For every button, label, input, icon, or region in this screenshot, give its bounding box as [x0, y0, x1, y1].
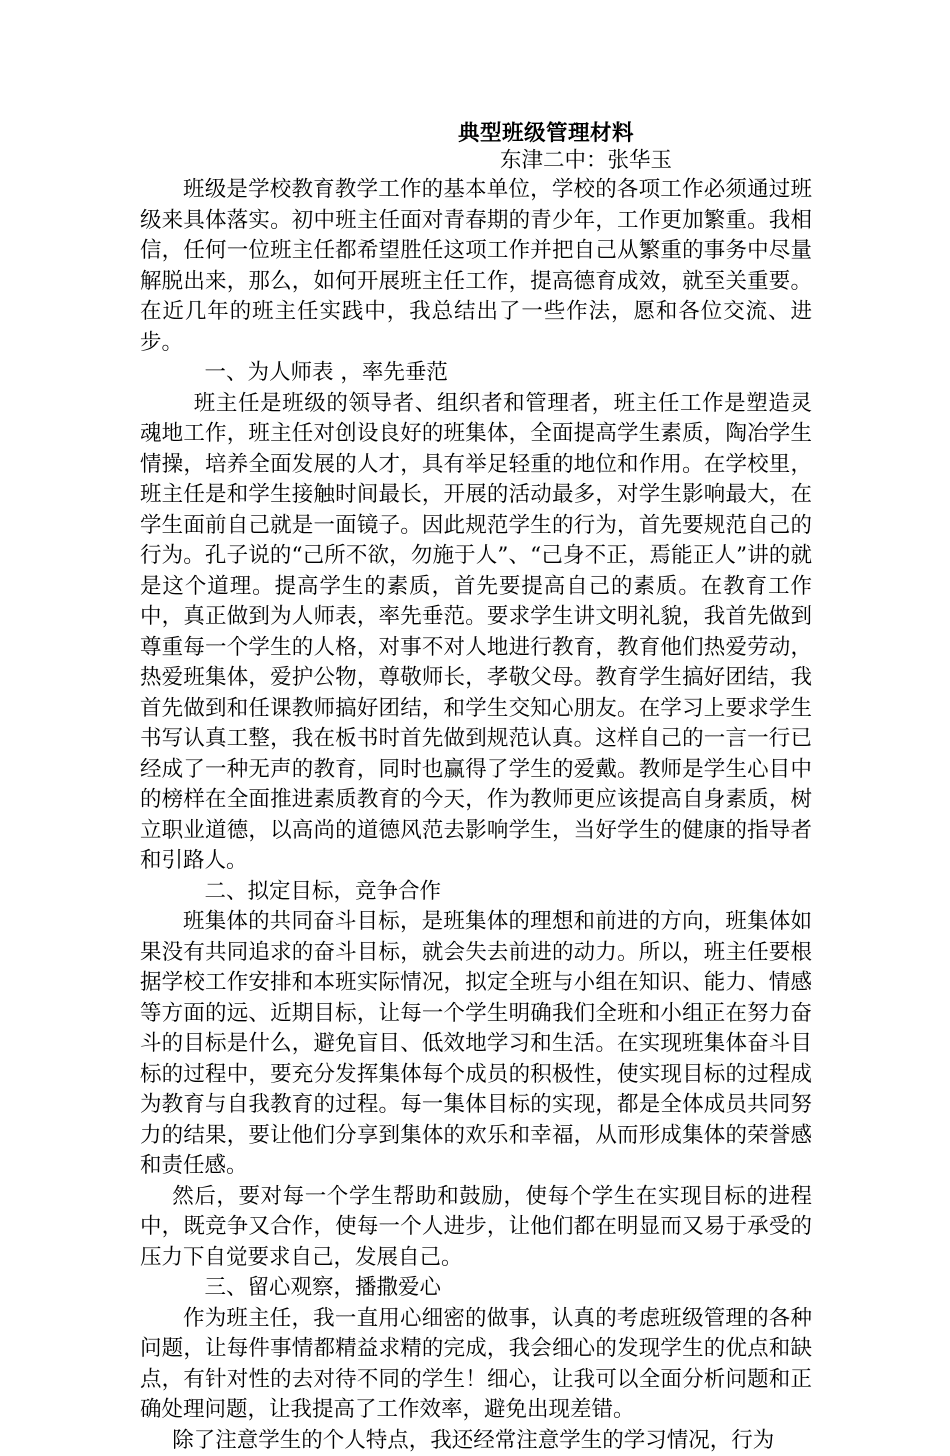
- document-title: 典型班级管理材料: [140, 118, 812, 150]
- section-heading-1: 一、为人师表 ，率先垂范: [140, 358, 812, 389]
- section-3-paragraph-2: 除了注意学生的个人特点，我还经常注意学生的学习情况，行为: [140, 1426, 812, 1456]
- document-page: [140, 118, 812, 1456]
- section-2-paragraph-2: 然后，要对每一个学生帮助和鼓励，使每个学生在实现目标的进程中，既竞争又合作，使每一个人进步，让他们都在明显而又易于承受的压力下自觉要求自己，发展自己。: [140, 1182, 812, 1274]
- section-heading-3: 三、留心观察，播撒爱心: [140, 1273, 812, 1304]
- section-heading-2: 二、拟定目标，竞争合作: [140, 877, 812, 908]
- intro-paragraph: 班级是学校教育教学工作的基本单位，学校的各项工作必须通过班级来具体落实。初中班主任面对青春期的青少年，工作更加繁重。我相信，任何一位班主任都希望胜任这项工作并把自己从繁重的事务中尽量解脱出来，那么，如何开展班主任工作，提高德育成效，就至关重要。在近几年的班主任实践中，我总结出了一些作法，愿和各位交流、进步。: [140, 175, 812, 358]
- document-author: 东津二中：张华玉: [140, 147, 812, 175]
- section-3-paragraph-1: 作为班主任，我一直用心细密的做事，认真的考虑班级管理的各种问题，让每件事情都精益求精的完成，我会细心的发现学生的优点和缺点，有针对性的去对待不同的学生！细心，让我可以全面分析问题和正确处理问题，让我提高了工作效率，避免出现差错。: [140, 1304, 812, 1426]
- section-1-paragraph: 班主任是班级的领导者、组织者和管理者，班主任工作是塑造灵魂地工作，班主任对创设良好的班集体，全面提高学生素质，陶冶学生情操，培养全面发展的人才，具有举足轻重的地位和作用。在学校里，班主任是和学生接触时间最长，开展的活动最多，对学生影响最大，在学生面前自己就是一面镜子。因此规范学生的行为，首先要规范自己的行为。孔子说的“己所不欲，勿施于人”、“己身不正，焉能正人”讲的就是这个道理。提高学生的素质，首先要提高自己的素质。在教育工作中，真正做到为人师表，率先垂范。要求学生讲文明礼貌，我首先做到尊重每一个学生的人格，对事不对人地进行教育，教育他们热爱劳动，热爱班集体，爱护公物，尊敬师长，孝敬父母。教育学生搞好团结，我首先做到和任课教师搞好团结，和学生交知心朋友。在学习上要求学生书写认真工整，我在板书时首先做到规范认真。这样自己的一言一行已经成了一种无声的教育，同时也赢得了学生的爱戴。教师是学生心目中的榜样在全面推进素质教育的今天，作为教师更应该提高自身素质，树立职业道德，以高尚的道德风范去影响学生，当好学生的健康的指导者和引路人。: [140, 389, 812, 877]
- section-2-paragraph-1: 班集体的共同奋斗目标，是班集体的理想和前进的方向，班集体如果没有共同追求的奋斗目标，就会失去前进的动力。所以，班主任要根据学校工作安排和本班实际情况，拟定全班与小组在知识、能力、情感等方面的远、近期目标，让每一个学生明确我们全班和小组正在努力奋斗的目标是什么，避免盲目、低效地学习和生活。在实现班集体奋斗目标的过程中，要充分发挥集体每个成员的积极性，使实现目标的过程成为教育与自我教育的过程。每一集体目标的实现，都是全体成员共同努力的结果，要让他们分享到集体的欢乐和幸福，从而形成集体的荣誉感和责任感。: [140, 907, 812, 1182]
